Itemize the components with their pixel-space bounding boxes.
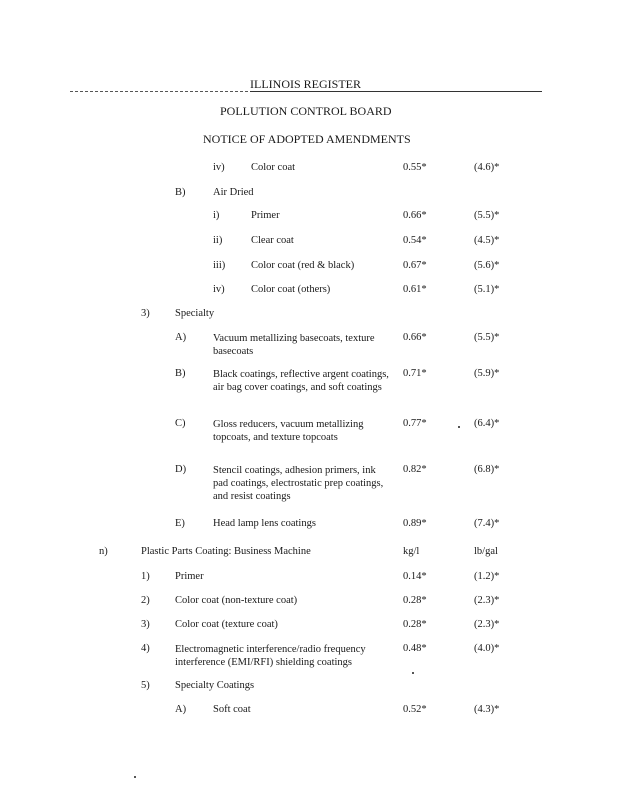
row-value-kg: 0.28*: [403, 619, 427, 630]
row-value-kg: 0.89*: [403, 518, 427, 529]
row-number: i): [213, 210, 220, 221]
row-label: Primer: [175, 571, 204, 582]
row-number: 5): [141, 680, 150, 691]
row-label: Plastic Parts Coating: Business Machine: [141, 546, 311, 557]
row-number: 4): [141, 643, 150, 654]
row-value-lb: (1.2)*: [474, 571, 500, 582]
row-label: Air Dried: [213, 187, 254, 198]
row-label: Stencil coatings, adhesion primers, ink pad coatings, electrostatic prep coatings, and resist coatings: [213, 465, 384, 502]
header-rule: [250, 91, 542, 92]
row-number: n): [99, 546, 108, 557]
board-title: POLLUTION CONTROL BOARD: [220, 104, 392, 118]
row-value-lb: (7.4)*: [474, 518, 500, 529]
row-number: E): [175, 518, 185, 529]
row-number: B): [175, 187, 186, 198]
notice-title: NOTICE OF ADOPTED AMENDMENTS: [203, 132, 411, 146]
row-value-kg: 0.77*: [403, 418, 427, 429]
row-label: Color coat (red & black): [251, 260, 355, 271]
row-value-kg: 0.54*: [403, 235, 427, 246]
row-number: 3): [141, 619, 150, 630]
row-value-lb: (4.0)*: [474, 643, 500, 654]
row-value-kg: 0.55*: [403, 162, 427, 173]
scan-speck: [134, 776, 136, 778]
row-value-lb: (5.9)*: [474, 368, 500, 379]
row-value-lb: (6.4)*: [474, 418, 500, 429]
row-label: Color coat: [251, 162, 296, 173]
row-value-kg: 0.14*: [403, 571, 427, 582]
row-value-lb: (5.6)*: [474, 260, 500, 271]
row-value-kg: 0.28*: [403, 595, 427, 606]
row-label: Electromagnetic interference/radio frequency interference (EMI/RFI) shielding coatings: [175, 644, 366, 668]
row-value-kg: 0.61*: [403, 284, 427, 295]
row-value-lb: (5.1)*: [474, 284, 500, 295]
row-value-lb: (5.5)*: [474, 210, 500, 221]
row-value-kg: 0.66*: [403, 332, 427, 343]
row-value-kg: 0.67*: [403, 260, 427, 271]
row-label: Color coat (others): [251, 284, 331, 295]
row-value-lb: (6.8)*: [474, 464, 500, 475]
row-label: Specialty: [175, 308, 215, 319]
row-label: Head lamp lens coatings: [213, 518, 316, 529]
row-number: B): [175, 368, 186, 379]
scan-speck: [458, 426, 460, 428]
row-label: Clear coat: [251, 235, 294, 246]
row-number: A): [175, 332, 187, 343]
row-value-kg: 0.52*: [403, 704, 427, 715]
row-label: Color coat (non-texture coat): [175, 595, 298, 606]
row-label: Color coat (texture coat): [175, 619, 278, 630]
row-number: A): [175, 704, 187, 715]
row-value-lb: (4.5)*: [474, 235, 500, 246]
row-label: Black coatings, reflective argent coatings, air bag cover coatings, and soft coatings: [213, 369, 389, 393]
scan-speck: [412, 672, 414, 674]
row-value-lb: (2.3)*: [474, 619, 500, 630]
row-number: ii): [213, 235, 223, 246]
row-label: Specialty Coatings: [175, 680, 255, 691]
row-value-lb: (4.3)*: [474, 704, 500, 715]
row-label: Soft coat: [213, 704, 251, 715]
row-value-kg: 0.66*: [403, 210, 427, 221]
row-label: Vacuum metallizing basecoats, texture basecoats: [213, 333, 375, 357]
register-title: ILLINOIS REGISTER: [250, 77, 361, 91]
row-value-kg: 0.71*: [403, 368, 427, 379]
row-label: Primer: [251, 210, 280, 221]
row-value-kg: kg/l: [403, 546, 420, 557]
row-value-lb: (2.3)*: [474, 595, 500, 606]
row-number: C): [175, 418, 186, 429]
row-number: iv): [213, 162, 225, 173]
row-value-lb: (5.5)*: [474, 332, 500, 343]
row-number: 2): [141, 595, 150, 606]
row-value-lb: (4.6)*: [474, 162, 500, 173]
header-dashed-rule: [70, 91, 248, 92]
row-value-kg: 0.48*: [403, 643, 427, 654]
row-number: D): [175, 464, 187, 475]
row-number: iv): [213, 284, 225, 295]
row-number: iii): [213, 260, 226, 271]
row-number: 3): [141, 308, 150, 319]
row-value-lb: lb/gal: [474, 546, 498, 557]
row-label: Gloss reducers, vacuum metallizing topcoats, and texture topcoats: [213, 419, 364, 443]
row-number: 1): [141, 571, 150, 582]
row-value-kg: 0.82*: [403, 464, 427, 475]
